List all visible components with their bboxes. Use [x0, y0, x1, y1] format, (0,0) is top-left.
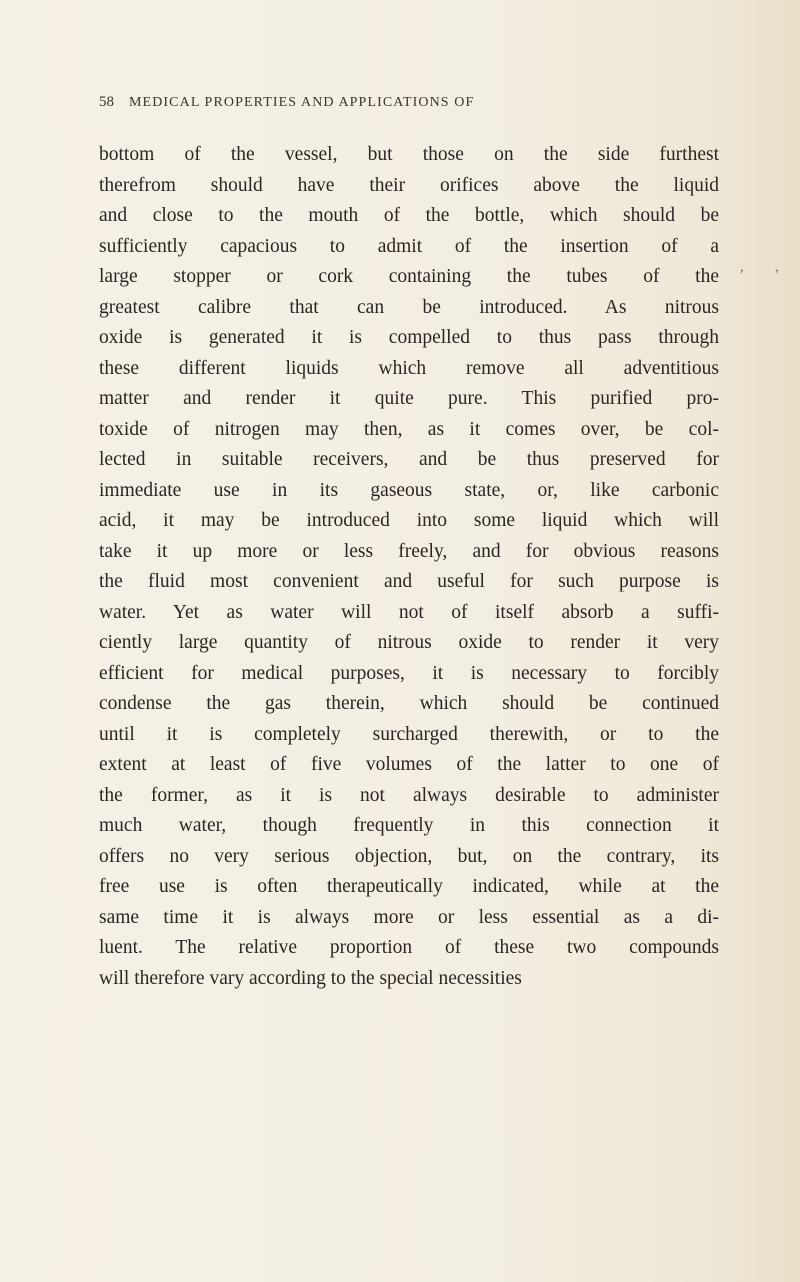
page-number: 58	[99, 94, 114, 110]
running-head	[99, 94, 739, 111]
body-text	[99, 140, 719, 994]
text-line: the former, as it is not always desirable to administer	[99, 784, 719, 806]
text-line: will therefore vary according to the special necessities	[99, 967, 522, 989]
text-line: matter and render it quite pure. This purified pro-	[99, 388, 719, 409]
margin-mark: , ,	[740, 260, 793, 275]
text-line: toxide of nitrogen may then, as it comes over, be col-	[99, 418, 719, 440]
text-line: extent at least of five volumes of the latter to one of	[99, 754, 719, 775]
text-line: offers no very serious objection, but, on the contrary, its	[99, 845, 719, 867]
text-line: same time it is always more or less essential as a di-	[99, 906, 719, 928]
running-head-title: MEDICAL PROPERTIES AND APPLICATIONS OF	[129, 95, 475, 110]
text-line: condense the gas therein, which should be continued	[99, 693, 719, 714]
text-line: much water, though frequently in this connection it	[99, 815, 719, 836]
text-line: luent. The relative proportion of these two compounds	[99, 937, 719, 958]
text-line: therefrom should have their orifices above the liquid	[99, 174, 719, 196]
text-line: until it is completely surcharged therewith, or to the	[99, 723, 719, 745]
text-line: acid, it may be introduced into some liquid which will	[99, 510, 719, 531]
text-line: take it up more or less freely, and for obvious reasons	[99, 540, 719, 562]
text-line: free use is often therapeutically indicated, while at the	[99, 876, 719, 897]
text-line: immediate use in its gaseous state, or, like carbonic	[99, 479, 719, 501]
text-line: and close to the mouth of the bottle, which should be	[99, 205, 719, 226]
text-line: oxide is generated it is compelled to thus pass through	[99, 327, 719, 348]
text-line: these different liquids which remove all adventitious	[99, 357, 719, 379]
text-line: sufficiently capacious to admit of the insertion of a	[99, 235, 719, 257]
text-line: bottom of the vessel, but those on the side furthest	[99, 144, 719, 165]
text-line: water. Yet as water will not of itself absorb a suffi-	[99, 601, 719, 623]
text-line: greatest calibre that can be introduced. As nitrous	[99, 296, 719, 318]
text-line: efficient for medical purposes, it is necessary to forcibly	[99, 662, 719, 684]
text-line: lected in suitable receivers, and be thus preserved for	[99, 449, 719, 470]
text-line: the fluid most convenient and useful for such purpose is	[99, 571, 719, 592]
text-line: large stopper or cork containing the tubes of the	[99, 266, 719, 287]
text-line: ciently large quantity of nitrous oxide to render it very	[99, 632, 719, 653]
